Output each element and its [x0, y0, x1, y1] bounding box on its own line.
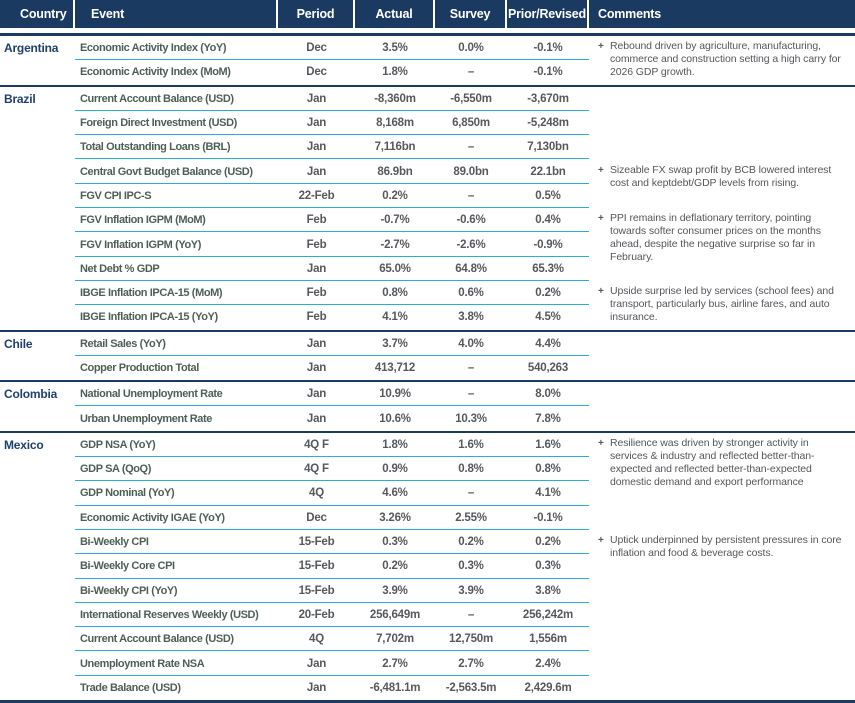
survey-cell: 89.0bn — [453, 165, 489, 178]
prior-revised-cell: 0.8% — [535, 463, 561, 476]
event-cell: IBGE Inflation IPCA-15 (MoM) — [80, 287, 223, 300]
period-cell: Jan — [306, 681, 327, 694]
survey-cell: 0.3% — [458, 560, 484, 573]
event-cell: Bi-Weekly CPI (YoY) — [80, 584, 178, 597]
event-cell: Current Account Balance (USD) — [80, 92, 234, 105]
comment-note — [598, 437, 848, 489]
survey-cell: 1.6% — [458, 438, 484, 451]
period-cell: Jan — [306, 92, 327, 105]
prior-revised-cell: 3.8% — [535, 584, 561, 597]
prior-revised-cell: 65.3% — [532, 262, 564, 275]
period-cell: 15-Feb — [298, 536, 335, 549]
period-cell: Jan — [306, 141, 327, 154]
prior-revised-cell: -0.1% — [533, 511, 563, 524]
actual-cell: 2.7% — [382, 657, 408, 670]
actual-cell: 4.1% — [382, 311, 408, 324]
survey-cell: -6,550m — [450, 92, 492, 105]
prior-revised-cell: 0.2% — [535, 287, 561, 300]
comment-text: Upside surprise led by services (school fees) and transport, particularly bus, airline fares, and auto insurance. — [610, 285, 834, 323]
period-cell: Jan — [306, 337, 327, 350]
prior-revised-cell: 0.4% — [535, 214, 561, 227]
country-label: Brazil — [4, 91, 36, 106]
comments-column — [589, 36, 855, 700]
prior-revised-cell: 7.8% — [535, 412, 561, 425]
survey-cell: – — [467, 141, 475, 154]
event-cell: Bi-Weekly CPI — [80, 536, 149, 549]
event-cell: National Unemployment Rate — [80, 388, 223, 401]
actual-cell: 10.9% — [379, 388, 411, 401]
column-header-prior-revised: Prior/Revised — [507, 0, 589, 28]
period-cell: Jan — [306, 262, 327, 275]
period-cell: 4Q — [309, 633, 324, 646]
comment-note — [598, 212, 848, 264]
event-cell: Foreign Direct Investment (USD) — [80, 117, 237, 130]
event-cell: Retail Sales (YoY) — [80, 337, 166, 350]
column-header-period: Period — [278, 0, 355, 28]
survey-cell: 64.8% — [455, 262, 487, 275]
comment-text: Uptick underpinned by persistent pressures in core inflation and food & beverage costs. — [610, 534, 842, 559]
period-cell: Dec — [306, 511, 327, 524]
column-header-comments: Comments — [598, 7, 661, 21]
period-cell: 4Q F — [304, 463, 329, 476]
event-cell: Economic Activity IGAE (YoY) — [80, 511, 225, 524]
actual-cell: 413,712 — [374, 362, 416, 374]
prior-revised-cell: 1.6% — [535, 438, 561, 451]
survey-cell: – — [467, 388, 475, 401]
period-cell: 20-Feb — [298, 608, 335, 621]
prior-revised-cell: -3,670m — [527, 92, 569, 105]
prior-revised-cell: 8.0% — [535, 388, 561, 401]
prior-revised-cell: 4.1% — [535, 487, 561, 500]
period-cell: 15-Feb — [298, 584, 335, 597]
country-label: Mexico — [4, 437, 44, 452]
event-cell: Copper Production Total — [80, 362, 199, 374]
actual-cell: 0.9% — [382, 463, 408, 476]
survey-cell: 0.8% — [458, 463, 484, 476]
event-cell: FGV Inflation IGPM (MoM) — [80, 214, 206, 227]
comment-note — [598, 534, 848, 560]
period-cell: Dec — [306, 66, 327, 79]
period-cell: Jan — [306, 362, 327, 374]
survey-cell: 4.0% — [458, 337, 484, 350]
comment-text: Rebound driven by agriculture, manufacturing, commerce and construction setting a high carry for 2026 GDP growth. — [610, 40, 841, 78]
actual-cell: -0.7% — [380, 214, 410, 227]
actual-cell: 0.2% — [382, 560, 408, 573]
event-cell: Unemployment Rate NSA — [80, 657, 205, 670]
actual-cell: 86.9bn — [377, 165, 413, 178]
survey-cell: – — [467, 608, 475, 621]
event-cell: IBGE Inflation IPCA-15 (YoY) — [80, 311, 218, 324]
actual-cell: 65.0% — [379, 262, 411, 275]
actual-cell: 1.8% — [382, 66, 408, 79]
comment-note — [598, 164, 848, 190]
bullet-icon: + — [598, 164, 604, 176]
comment-note — [598, 40, 848, 79]
actual-cell: 256,649m — [369, 608, 421, 621]
period-cell: Feb — [306, 311, 327, 324]
prior-revised-cell: -0.1% — [533, 66, 563, 79]
period-cell: 15-Feb — [298, 560, 335, 573]
actual-cell: 7,702m — [376, 633, 414, 646]
column-header-survey: Survey — [435, 0, 507, 28]
comment-text: Sizeable FX swap profit by BCB lowered interest cost and keptdebt/GDP levels from rising. — [610, 163, 832, 189]
survey-cell: 12,750m — [449, 633, 493, 646]
event-cell: Bi-Weekly Core CPI — [80, 560, 175, 573]
bullet-icon: + — [598, 41, 604, 52]
survey-cell: -2.6% — [456, 238, 486, 251]
event-cell: Urban Unemployment Rate — [80, 412, 212, 425]
survey-cell: 3.8% — [458, 311, 484, 324]
bullet-icon: + — [598, 286, 604, 297]
survey-cell: 10.3% — [455, 412, 487, 425]
prior-revised-cell: 0.2% — [535, 536, 561, 549]
event-cell: Total Outstanding Loans (BRL) — [80, 141, 231, 154]
event-cell: GDP NSA (YoY) — [80, 438, 156, 451]
prior-revised-cell: -5,248m — [527, 117, 569, 130]
period-cell: Jan — [306, 117, 327, 130]
prior-revised-cell: 1,556m — [529, 633, 567, 646]
period-cell: Feb — [306, 287, 327, 300]
prior-revised-cell: 540,263 — [527, 362, 569, 374]
bullet-icon: + — [598, 535, 604, 546]
bullet-icon: + — [598, 437, 604, 449]
survey-cell: 0.0% — [458, 42, 484, 55]
event-cell: Economic Activity Index (YoY) — [80, 42, 227, 55]
prior-revised-cell: 4.5% — [535, 311, 561, 324]
country-label: Colombia — [4, 387, 58, 402]
column-header-country: Country — [0, 0, 75, 28]
period-cell: Jan — [306, 165, 327, 178]
period-cell: Jan — [306, 412, 327, 425]
comment-text: Resilience was driven by stronger activity in services & industry and reflected better-than-expected and reflected better-than-expected domestic demand and export performance — [610, 436, 815, 488]
period-cell: Jan — [306, 388, 327, 401]
actual-cell: -8,360m — [374, 92, 416, 105]
survey-cell: – — [467, 362, 475, 374]
actual-cell: 4.6% — [382, 487, 408, 500]
event-cell: Economic Activity Index (MoM) — [80, 66, 231, 79]
prior-revised-cell: 2.4% — [535, 657, 561, 670]
prior-revised-cell: 4.4% — [535, 337, 561, 350]
actual-cell: 3.9% — [382, 584, 408, 597]
actual-cell: 1.8% — [382, 438, 408, 451]
actual-cell: 0.2% — [382, 189, 408, 202]
event-cell: International Reserves Weekly (USD) — [80, 608, 259, 621]
actual-cell: 3.26% — [379, 511, 411, 524]
actual-cell: 7,116bn — [374, 141, 416, 154]
survey-cell: – — [467, 66, 475, 79]
table-header-row — [0, 0, 855, 28]
survey-cell: 6,850m — [452, 117, 490, 130]
comment-text: PPI remains in deflationary territory, pointing towards softer consumer prices on the months ahead, despite the negative surprise so far in February. — [610, 212, 821, 264]
survey-cell: 3.9% — [458, 584, 484, 597]
prior-revised-cell: 2,429.6m — [524, 681, 572, 694]
prior-revised-cell: -0.9% — [533, 238, 563, 251]
actual-cell: 10.6% — [379, 412, 411, 425]
survey-cell: -2,563.5m — [445, 681, 497, 694]
event-cell: FGV CPI IPC-S — [80, 189, 152, 202]
period-cell: Feb — [306, 238, 327, 251]
actual-cell: -6,481.1m — [369, 681, 421, 694]
period-cell: Dec — [306, 42, 327, 55]
country-label: Chile — [4, 336, 33, 351]
period-cell: 4Q — [309, 487, 324, 500]
actual-cell: 0.3% — [382, 536, 408, 549]
survey-cell: 0.6% — [458, 287, 484, 300]
comment-note — [598, 285, 848, 324]
period-cell: 4Q F — [304, 438, 329, 451]
period-cell: Jan — [306, 657, 327, 670]
prior-revised-cell: 7,130bn — [527, 141, 569, 154]
event-cell: GDP SA (QoQ) — [80, 463, 151, 476]
actual-cell: 3.5% — [382, 42, 408, 55]
survey-cell: -0.6% — [456, 214, 486, 227]
column-header-actual: Actual — [355, 0, 435, 28]
prior-revised-cell: 22.1bn — [530, 165, 566, 178]
actual-cell: 0.8% — [382, 287, 408, 300]
event-cell: GDP Nominal (YoY) — [80, 487, 175, 500]
prior-revised-cell: 0.3% — [535, 560, 561, 573]
period-cell: 22-Feb — [298, 189, 335, 202]
survey-cell: – — [467, 487, 475, 500]
event-cell: Net Debt % GDP — [80, 262, 160, 275]
actual-cell: 8,168m — [376, 117, 414, 130]
prior-revised-cell: -0.1% — [533, 42, 563, 55]
actual-cell: -2.7% — [380, 238, 410, 251]
actual-cell: 3.7% — [382, 337, 408, 350]
survey-cell: – — [467, 189, 475, 202]
event-cell: Trade Balance (USD) — [80, 681, 181, 694]
event-cell: FGV Inflation IGPM (YoY) — [80, 238, 201, 251]
event-cell: Current Account Balance (USD) — [80, 633, 234, 646]
period-cell: Feb — [306, 214, 327, 227]
survey-cell: 0.2% — [458, 536, 484, 549]
prior-revised-cell: 256,242m — [522, 608, 574, 621]
bullet-icon: + — [598, 213, 604, 225]
country-label: Argentina — [4, 41, 59, 56]
column-header-event: Event — [75, 0, 278, 28]
survey-cell: 2.7% — [458, 657, 484, 670]
survey-cell: 2.55% — [455, 511, 487, 524]
prior-revised-cell: 0.5% — [535, 189, 561, 202]
event-cell: Central Govt Budget Balance (USD) — [80, 165, 253, 178]
